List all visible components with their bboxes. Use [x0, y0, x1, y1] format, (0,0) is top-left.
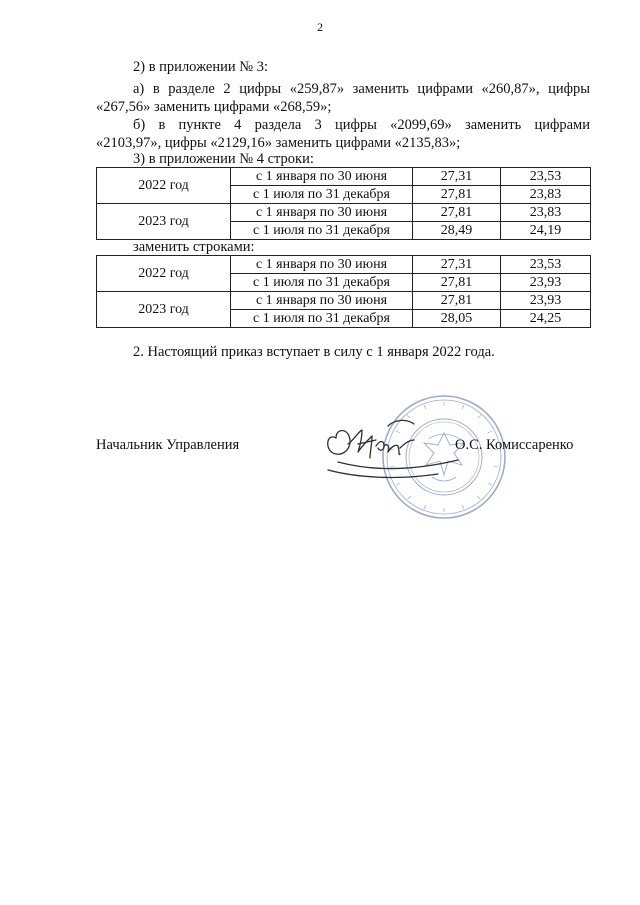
item-2a-line1: а) в разделе 2 цифры «259,87» заменить цифрами «260,87», цифры	[133, 81, 590, 97]
year-cell: 2022 год	[97, 256, 231, 292]
period-cell: с 1 июля по 31 декабря	[231, 310, 413, 328]
value-cell: 27,81	[413, 204, 501, 222]
period-cell: с 1 июля по 31 декабря	[231, 222, 413, 240]
signatory-name: О.С. Комиссаренко	[455, 437, 574, 453]
value-cell: 23,83	[501, 186, 591, 204]
period-cell: с 1 июля по 31 декабря	[231, 274, 413, 292]
value-cell: 23,53	[501, 168, 591, 186]
table-row	[97, 168, 591, 186]
value-cell: 23,93	[501, 292, 591, 310]
period-cell: с 1 января по 30 июня	[231, 256, 413, 274]
period-cell: с 1 января по 30 июня	[231, 204, 413, 222]
table-row	[97, 204, 591, 222]
new-rows-table	[96, 255, 591, 328]
period-cell: с 1 января по 30 июня	[231, 292, 413, 310]
value-cell: 27,81	[413, 274, 501, 292]
old-rows-table	[96, 167, 591, 240]
table-row	[97, 292, 591, 310]
handwritten-signature	[318, 400, 478, 490]
item-3: 3) в приложении № 4 строки:	[133, 151, 314, 167]
value-cell: 27,81	[413, 292, 501, 310]
value-cell: 23,83	[501, 204, 591, 222]
table-row	[97, 256, 591, 274]
year-cell: 2023 год	[97, 292, 231, 328]
value-cell: 24,19	[501, 222, 591, 240]
year-cell: 2023 год	[97, 204, 231, 240]
value-cell: 28,05	[413, 310, 501, 328]
signatory-position: Начальник Управления	[96, 437, 240, 453]
item-2a-line2: «267,56» заменить цифрами «268,59»;	[96, 99, 332, 115]
value-cell: 23,93	[501, 274, 591, 292]
value-cell: 28,49	[413, 222, 501, 240]
period-cell: с 1 июля по 31 декабря	[231, 186, 413, 204]
replace-with-label: заменить строками:	[133, 239, 255, 255]
value-cell: 23,53	[501, 256, 591, 274]
page-number: 2	[317, 20, 323, 34]
item-2b-line1: б) в пункте 4 раздела 3 цифры «2099,69» заменить цифрами	[133, 117, 590, 133]
item-2b-line2: «2103,97», цифры «2129,16» заменить цифрами «2135,83»;	[96, 135, 461, 151]
value-cell: 27,81	[413, 186, 501, 204]
value-cell: 27,31	[413, 168, 501, 186]
effective-date-paragraph: 2. Настоящий приказ вступает в силу с 1 января 2022 года.	[133, 344, 495, 360]
item-2: 2) в приложении № 3:	[133, 59, 268, 75]
value-cell: 24,25	[501, 310, 591, 328]
value-cell: 27,31	[413, 256, 501, 274]
period-cell: с 1 января по 30 июня	[231, 168, 413, 186]
year-cell: 2022 год	[97, 168, 231, 204]
